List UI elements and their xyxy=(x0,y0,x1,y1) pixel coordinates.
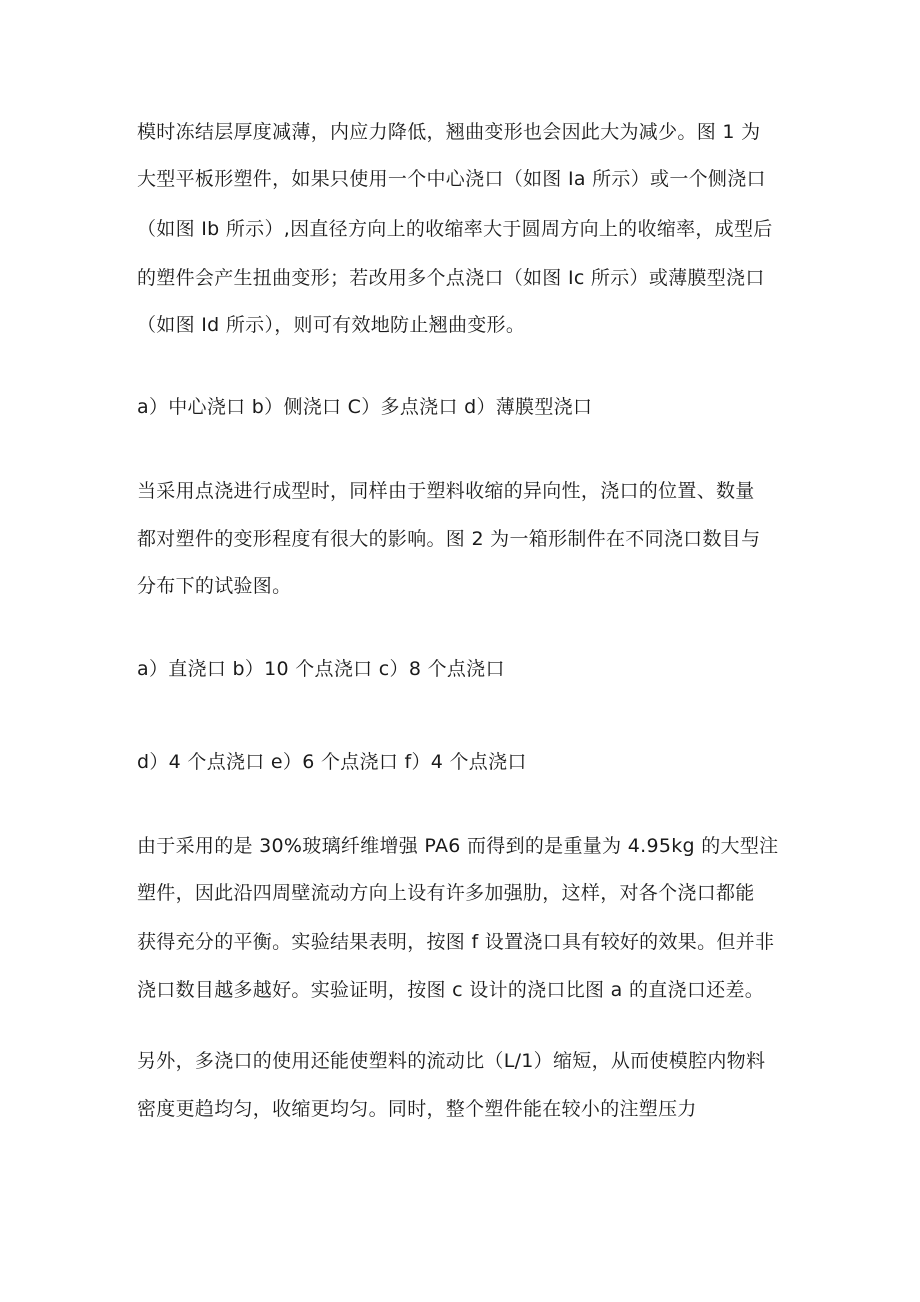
paragraph-line: 塑件，因此沿四周壁流动方向上设有许多加强肋，这样，对各个浇口都能 xyxy=(137,882,755,904)
paragraph-line: （如图 Id 所示），则可有效地防止翘曲变形。 xyxy=(137,314,526,336)
paragraph-line: 都对塑件的变形程度有很大的影响。图 2 为一箱形制件在不同浇口数目与 xyxy=(137,528,761,550)
paragraph-line: 当采用点浇进行成型时，同样由于塑料收缩的异向性，浇口的位置、数量 xyxy=(137,480,755,502)
paragraph-line: 模时冻结层厚度减薄，内应力降低，翘曲变形也会因此大为减少。图 1 为 xyxy=(137,121,761,143)
paragraph-line: 由于采用的是 30%玻璃纤维增强 PA6 而得到的是重量为 4.95kg 的大型注 xyxy=(137,835,779,857)
paragraph-line: 的塑件会产生扭曲变形；若改用多个点浇口（如图 Ic 所示）或薄膜型浇口 xyxy=(137,267,765,289)
paragraph-line: （如图 Ib 所示）,因直径方向上的收缩率大于圆周方向上的收缩率，成型后 xyxy=(137,218,773,240)
paragraph-line: 浇口数目越多越好。实验证明，按图 c 设计的浇口比图 a 的直浇口还差。 xyxy=(137,979,765,1001)
paragraph-line: 获得充分的平衡。实验结果表明，按图 f 设置浇口具有较好的效果。但并非 xyxy=(137,931,775,953)
paragraph-line: 密度更趋均匀，收缩更均匀。同时，整个塑件能在较小的注塑压力 xyxy=(137,1098,697,1120)
paragraph-line: 大型平板形塑件，如果只使用一个中心浇口（如图 Ia 所示）或一个侧浇口 xyxy=(137,168,766,190)
paragraph-line: 另外，多浇口的使用还能使塑料的流动比（L/1）缩短，从而使模腔内物料 xyxy=(137,1050,766,1072)
figure-2-caption-row-1: a）直浇口 b）10 个点浇口 c）8 个点浇口 xyxy=(137,658,505,680)
figure-1-caption: a）中心浇口 b）侧浇口 C）多点浇口 d）薄膜型浇口 xyxy=(137,396,593,418)
figure-2-caption-row-2: d）4 个点浇口 e）6 个点浇口 f）4 个点浇口 xyxy=(137,751,527,773)
paragraph-line: 分布下的试验图。 xyxy=(137,575,292,597)
